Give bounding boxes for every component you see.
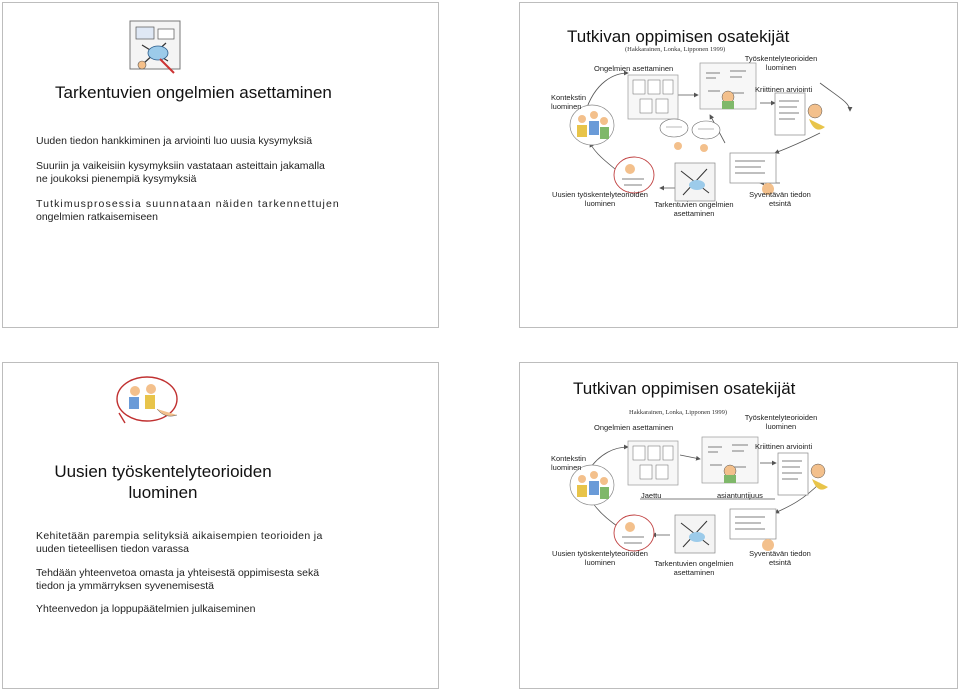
label-working-theories: Työskentelyteorioiden luominen [744, 54, 818, 72]
label-refined-problems: Tarkentuvien ongelmien asettaminen [654, 200, 734, 218]
critical-evaluation-icon [775, 93, 825, 135]
slide-title: Uusien työskentelyteorioiden luominen [54, 462, 272, 502]
label-working-theories: Työskentelyteorioiden luominen [744, 413, 818, 431]
label-context: Kontekstin luominen [551, 454, 587, 472]
label-critical-evaluation: Kriittinen arviointi [755, 85, 813, 94]
new-theories-icon [614, 157, 654, 193]
diagram-title: Tutkivan oppimisen osatekijät [567, 27, 790, 46]
bullet-1-line-2: uuden tieteellisen tiedon varassa [36, 543, 189, 555]
label-shared: Jaettu [641, 491, 662, 500]
bullet-3-line-2: ongelmien ratkaisemiseen [36, 211, 158, 223]
slide-inquiry-components [519, 2, 958, 328]
label-expertise: asiantuntijuus [717, 491, 763, 500]
bullet-3: Yhteenvedon ja loppupäätelmien julkaiseminen [36, 603, 256, 615]
refined-problems-icon [675, 515, 715, 553]
problem-setting-icon [628, 75, 678, 119]
group-discussion-icon [570, 105, 614, 145]
bullet-1-line-1: Kehitetään parempia selityksiä aikaisempien teorioiden ja [36, 530, 323, 542]
slide-inquiry-components-2 [519, 362, 958, 689]
label-critical-evaluation: Kriittinen arviointi [755, 442, 813, 451]
bullet-1: Uuden tiedon hankkiminen ja arviointi luo uusia kysymyksiä [36, 135, 313, 147]
knowledge-search-icon [730, 509, 776, 551]
label-refined-problems: Tarkentuvien ongelmien asettaminen [654, 559, 734, 577]
critical-evaluation-icon [778, 453, 828, 495]
label-new-theories: Uusien työskentelyteorioiden luominen [552, 190, 648, 208]
diagram-title: Tutkivan oppimisen osatekijät [573, 379, 796, 398]
label-context: Kontekstin luominen [551, 93, 587, 111]
dialogue-icon [660, 119, 720, 152]
label-new-theories: Uusien työskentelyteorioiden luominen [552, 549, 648, 567]
knowledge-search-icon [730, 153, 776, 195]
label-deepening-knowledge: Syventävän tiedon etsintä [749, 190, 811, 208]
working-theories-icon [702, 437, 758, 483]
slide-refined-problems [2, 2, 439, 328]
refined-problems-icon [675, 163, 715, 201]
bullet-3-line-1: Tutkimusprosessia suunnataan näiden tarkennettujen [36, 198, 340, 210]
bullet-2-line-1: Suuriin ja vaikeisiin kysymyksiin vastataan asteittain jakamalla [36, 160, 325, 172]
problem-setting-icon [628, 441, 678, 485]
inquiry-cycle-diagram [520, 363, 958, 689]
new-theories-icon [614, 515, 654, 551]
label-problem-setting: Ongelmien asettaminen [594, 423, 674, 432]
citation: (Hakkarainen, Lonka, Lipponen 1999) [625, 46, 726, 53]
bullet-2-line-2: ne joukoksi pienempiä kysymyksiä [36, 173, 197, 185]
bullet-2-line-1: Tehdään yhteenvetoa omasta ja yhteisestä oppimisesta sekä [36, 567, 320, 579]
clipart-group-ideas-icon [3, 363, 439, 689]
label-deepening-knowledge: Syventävän tiedon etsintä [749, 549, 811, 567]
inquiry-cycle-diagram [520, 3, 958, 328]
bullet-2-line-2: tiedon ja ymmärryksen syvenemisestä [36, 580, 214, 592]
label-problem-setting: Ongelmien asettaminen [594, 64, 674, 73]
slide-title: Tarkentuvien ongelmien asettaminen [55, 83, 332, 102]
slide-new-working-theories [2, 362, 439, 689]
citation: Hakkarainen, Lonka, Lipponen 1999) [629, 409, 728, 416]
